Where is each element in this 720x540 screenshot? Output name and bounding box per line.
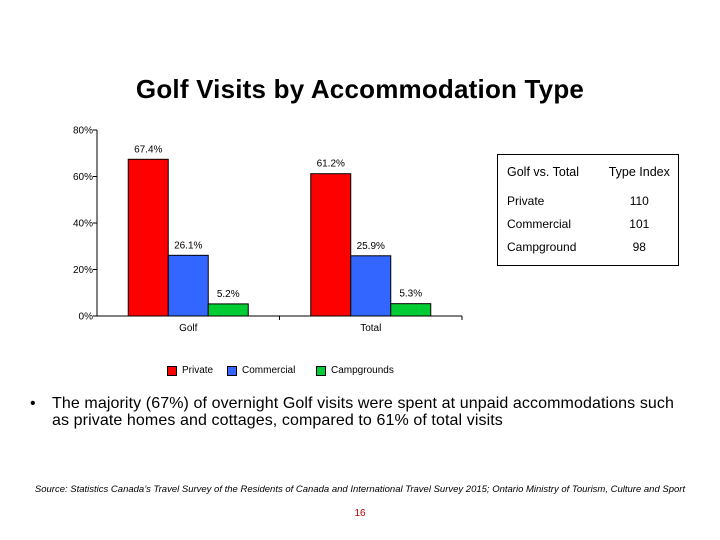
page-number: 16 bbox=[354, 508, 366, 519]
type-index-table bbox=[497, 154, 679, 266]
legend-swatch-commercial bbox=[227, 366, 237, 376]
index-table-header-row bbox=[498, 155, 678, 189]
source-note: Source: Statistics Canada’s Travel Survey of the Residents of Canada and International Travel Survey 2015; Ontario Ministry of Tourism, Culture and Sport bbox=[34, 484, 686, 495]
bar-value-label: 67.4% bbox=[134, 144, 163, 156]
legend-label: Private bbox=[182, 365, 214, 376]
x-tick-label: Golf bbox=[179, 323, 198, 334]
legend-item-campgrounds bbox=[316, 365, 394, 376]
y-tick-label: 20% bbox=[72, 265, 93, 276]
bar-private bbox=[128, 159, 168, 316]
bar-value-label: 26.1% bbox=[174, 240, 203, 252]
index-row-value: 98 bbox=[632, 239, 646, 254]
bullet-point bbox=[30, 395, 695, 429]
index-row-label: Campground bbox=[507, 239, 577, 254]
y-tick-label: 80% bbox=[72, 125, 93, 137]
legend-label: Campgrounds bbox=[331, 365, 394, 376]
index-row-label: Commercial bbox=[507, 216, 572, 231]
index-row-value: 101 bbox=[629, 216, 650, 231]
bar-commercial bbox=[351, 256, 391, 316]
bullet-text: The majority (67%) of overnight Golf visits were spent at unpaid accommodations such as private homes and cottages, compared to 61% of total visits bbox=[52, 395, 675, 429]
chart-legend bbox=[0, 365, 720, 379]
bar-campgrounds bbox=[208, 304, 248, 316]
legend-swatch-private bbox=[167, 366, 177, 376]
y-tick-label: 60% bbox=[72, 172, 93, 183]
bar-value-label: 25.9% bbox=[356, 240, 385, 252]
index-row-label: Private bbox=[507, 193, 545, 208]
bar-campgrounds bbox=[391, 304, 431, 316]
index-row-value: 110 bbox=[629, 193, 649, 208]
bar-value-label: 5.2% bbox=[216, 288, 240, 300]
chart-title: Golf Visits by Accommodation Type bbox=[135, 74, 585, 104]
index-table-row bbox=[498, 235, 678, 258]
bar-value-label: 61.2% bbox=[316, 158, 345, 170]
bar-private bbox=[311, 174, 351, 316]
legend-label: Commercial bbox=[242, 365, 296, 376]
legend-swatch-campgrounds bbox=[316, 366, 326, 376]
index-table-header-value: Type Index bbox=[608, 165, 670, 179]
bar-value-label: 5.3% bbox=[399, 288, 423, 300]
legend-item-private bbox=[167, 365, 213, 376]
bullet-symbol: • bbox=[30, 395, 36, 412]
index-table-row bbox=[498, 189, 678, 212]
index-table-row bbox=[498, 212, 678, 235]
y-tick-label: 0% bbox=[78, 311, 93, 323]
legend-item-commercial bbox=[227, 365, 295, 376]
index-table-header-label: Golf vs. Total bbox=[507, 165, 580, 179]
bar-commercial bbox=[168, 255, 208, 316]
x-tick-label: Total bbox=[360, 323, 382, 334]
y-tick-label: 40% bbox=[72, 218, 93, 230]
